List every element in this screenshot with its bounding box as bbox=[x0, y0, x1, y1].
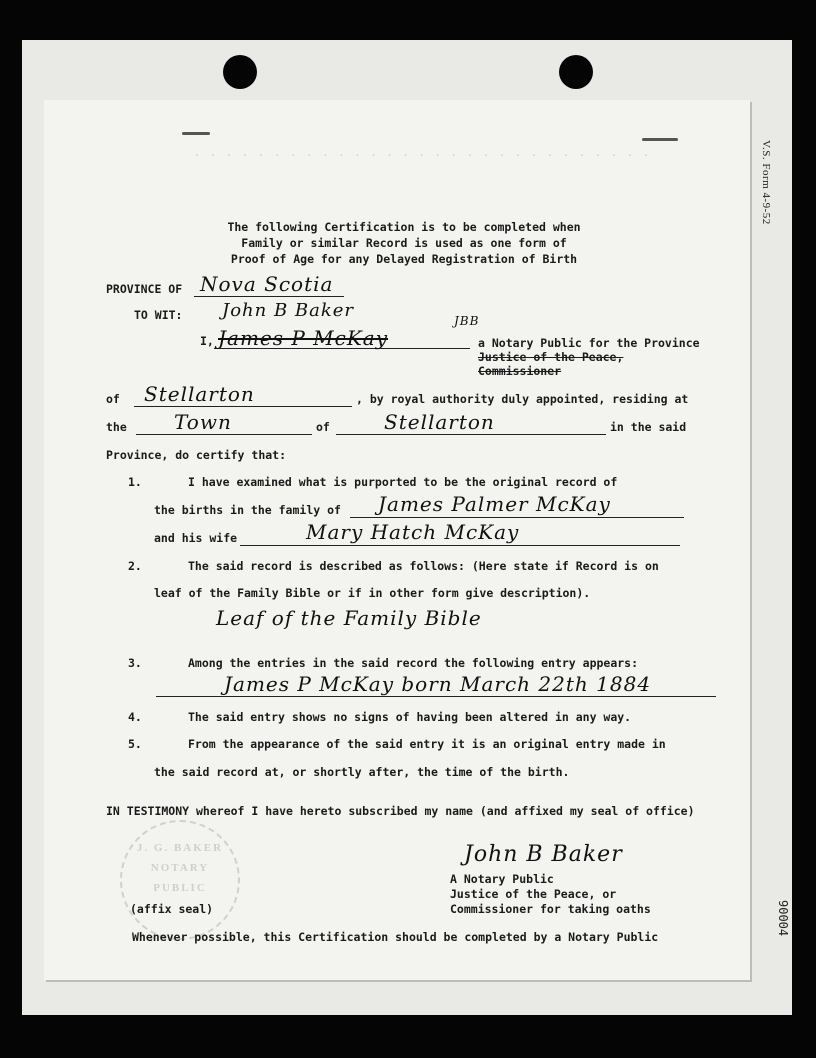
signature-line-3: Commissioner for taking oaths bbox=[450, 902, 651, 916]
header-line-1: The following Certification is to be completed when bbox=[227, 220, 581, 234]
signature-line-2: Justice of the Peace, or bbox=[450, 887, 617, 901]
header-line-2: Family or similar Record is used as one form of bbox=[241, 236, 567, 250]
staple-left bbox=[182, 132, 210, 135]
entry-value: James P McKay born March 22th 1884 bbox=[224, 672, 652, 696]
item-4-line-1: The said entry shows no signs of having been altered in any way. bbox=[188, 710, 632, 724]
i-label: I, bbox=[200, 334, 214, 348]
crossed-name: James P McKay bbox=[218, 326, 389, 350]
role-commissioner: Commissioner bbox=[478, 364, 562, 378]
item-5-line-1: From the appearance of the said entry it is an original entry made in bbox=[188, 737, 666, 751]
of-line bbox=[134, 406, 352, 407]
wife-label: and his wife bbox=[154, 531, 238, 545]
item-2-line-2: leaf of the Family Bible or if in other form give description). bbox=[154, 586, 591, 600]
item-1-line-2: the births in the family of bbox=[154, 503, 341, 517]
province-label: PROVINCE OF bbox=[106, 282, 183, 296]
notary-signature: John B Baker bbox=[464, 842, 623, 867]
province-line bbox=[194, 296, 344, 297]
punch-hole-right bbox=[559, 55, 593, 89]
testimony-text: IN TESTIMONY whereof I have hereto subscribed my name (and affixed my seal of office) bbox=[106, 804, 695, 818]
family-value: James Palmer McKay bbox=[378, 492, 611, 516]
the-line bbox=[136, 434, 312, 435]
the-label: the bbox=[106, 420, 127, 434]
notary-seal-impression: J. G. BAKER NOTARY PUBLIC bbox=[120, 820, 240, 940]
affix-seal-label: (affix seal) bbox=[130, 902, 214, 916]
header-line-3: Proof of Age for any Delayed Registration of Birth bbox=[230, 252, 578, 266]
staple-right bbox=[642, 138, 678, 141]
of-label: of bbox=[106, 392, 120, 406]
province-value: Nova Scotia bbox=[200, 272, 334, 296]
item-1-number: 1. bbox=[128, 475, 142, 489]
province-certify: Province, do certify that: bbox=[106, 448, 287, 462]
item-4-number: 4. bbox=[128, 710, 142, 724]
of2-label: of bbox=[316, 420, 330, 434]
item-2-line-1: The said record is described as follows: (Here state if Record is on bbox=[188, 559, 659, 573]
item-1-line-1: I have examined what is purported to be the original record of bbox=[188, 475, 618, 489]
royal-text: , by royal authority duly appointed, residing at bbox=[356, 392, 689, 406]
role-notary: a Notary Public for the Province bbox=[478, 336, 700, 350]
item-5-number: 5. bbox=[128, 737, 142, 751]
signature-line-1: A Notary Public bbox=[450, 872, 554, 886]
edge-code: 90004 bbox=[776, 900, 790, 937]
said-province: in the said bbox=[610, 420, 687, 434]
item-3-line-1: Among the entries in the said record the following entry appears: bbox=[188, 656, 639, 670]
initials: JBB bbox=[454, 314, 480, 328]
the-value: Town bbox=[174, 410, 232, 434]
footer-note: Whenever possible, this Certification should be completed by a Notary Public bbox=[132, 930, 659, 944]
wife-line bbox=[240, 545, 680, 546]
of2-value: Stellarton bbox=[384, 410, 495, 434]
role-justice: Justice of the Peace, bbox=[478, 350, 624, 364]
family-line bbox=[350, 517, 684, 518]
form-label: V.S. Form 4-9-52 bbox=[760, 140, 772, 225]
punch-hole-left bbox=[223, 55, 257, 89]
wife-value: Mary Hatch McKay bbox=[306, 520, 520, 544]
to-wit-label: TO WIT: bbox=[134, 308, 183, 322]
of-value: Stellarton bbox=[144, 382, 255, 406]
notary-name-above: John B Baker bbox=[222, 300, 355, 321]
item-3-number: 3. bbox=[128, 656, 142, 670]
entry-line bbox=[156, 696, 716, 697]
item-5-line-2: the said record at, or shortly after, the time of the birth. bbox=[154, 765, 570, 779]
of2-line bbox=[336, 434, 606, 435]
certificate-page bbox=[44, 100, 750, 980]
description-value: Leaf of the Family Bible bbox=[216, 606, 482, 630]
item-2-number: 2. bbox=[128, 559, 142, 573]
bleed-through-text: . . . . . . . . . . . . . . . . . . . . . . . . . . . . . bbox=[194, 148, 652, 159]
